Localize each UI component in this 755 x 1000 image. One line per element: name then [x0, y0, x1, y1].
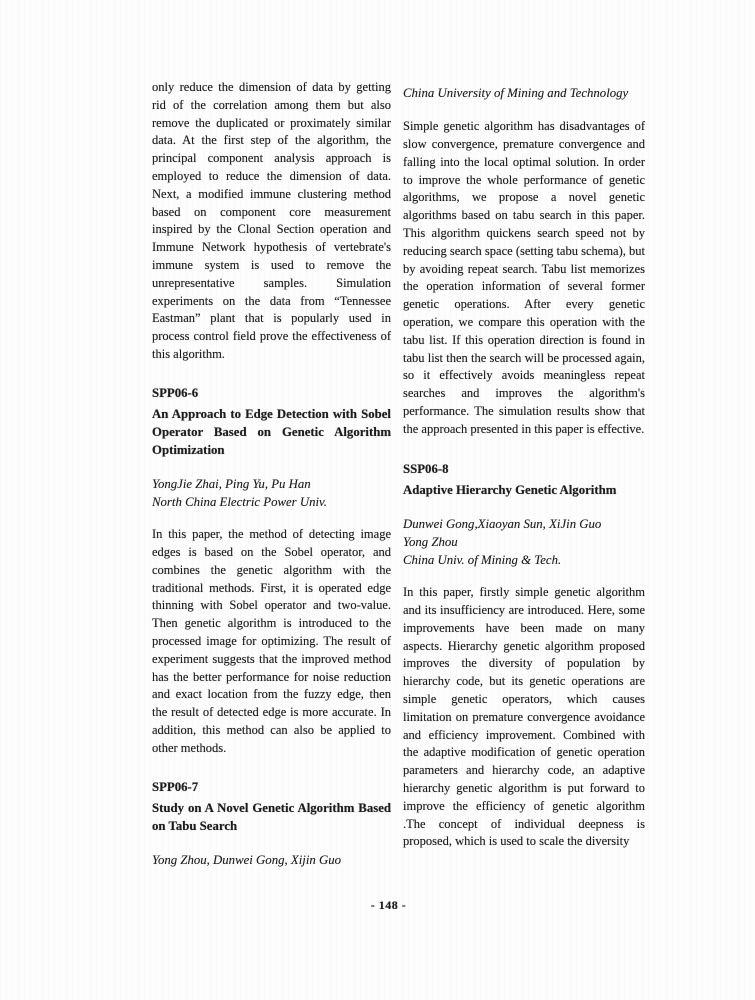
continued-abstract-paragraph-tabu: Simple genetic algorithm has disadvantages of slow convergence, premature convergence and falling into the local optimal solution. In order to improve the whole performance of genetic algorithms, we propose a novel genetic algorithms based on tabu search in this paper. This algorithm quickens search speed not by reducing search space (setting tabu schema), but by avoiding repeat search. Tabu list memorizes the operation information of several former genetic operations. After every genetic operation, we compare this operation with the tabu list. If this operation direction is found in tabu list then the search will be processed again, so it effectively avoids meaningless repeat searches and improves the algorithm's performance. The simulation results show that the approach presented in this paper is effective.: [403, 119, 645, 436]
right-column: [403, 79, 645, 851]
abstract-paragraph-ssp06-8: In this paper, firstly simple genetic algorithm and its insufficiency are introduced. Here, some improvements have been made on many aspects. Hierarchy genetic algorithm proposed improves the diversity of population by hierarchy code, but its genetic operations are simple genetic operators, which causes limitation on premature convergence avoidance and efficiency improvement. Combined with the adaptive modification of genetic operation parameters and hierarchy code, an adaptive hierarchy genetic algorithm is put forward to improve the efficiency of genetic algorithm .The concept of individual deepness is proposed, which is used to scale the diversity: [403, 585, 645, 849]
affiliation-line: China Univ. of Mining & Tech.: [403, 552, 562, 567]
session-code-spp06-7: SPP06-7: [152, 779, 199, 794]
paper-title-ssp06-8: Adaptive Hierarchy Genetic Algorithm: [403, 482, 617, 497]
authors-line-1: Dunwei Gong,Xiaoyan Sun, XiJin Guo: [403, 516, 602, 531]
authors-line-2: Yong Zhou: [403, 534, 458, 549]
authors-line: YongJie Zhai, Ping Yu, Pu Han: [152, 476, 311, 491]
session-code-ssp06-8: SSP06-8: [403, 461, 449, 476]
affiliation-continued-line: China University of Mining and Technology: [403, 86, 629, 100]
abstract-paragraph-spp06-6: In this paper, the method of detecting image edges is based on the Sobel operator, and combines the genetic algorithm with the traditional methods. First, it is operated edge thinning with Sobel operator and two-value. Then genetic algorithm is introduced to the processed image for optimizing. The result of experiment suggests that the improved method has the better performance for noise reduction and exact location from the fuzzy edge, then the result of detected edge is more accurate. In addition, this method can also be applied to other methods.: [152, 527, 391, 755]
paper-title-spp06-7: Study on A Novel Genetic Algorithm Based on Tabu Search: [152, 800, 391, 833]
left-column: [152, 79, 391, 869]
page-number: - 148 -: [370, 898, 407, 912]
authors-block-ssp06-8: [403, 515, 645, 570]
session-code-spp06-6: SPP06-6: [152, 385, 199, 400]
paper-title-spp06-6: An Approach to Edge Detection with Sobel Operator Based on Genetic Algorithm Optimization: [152, 406, 391, 457]
continued-abstract-paragraph: only reduce the dimension of data by getting rid of the correlation among them but also remove the duplicated or proximately similar data. At the first step of the algorithm, the principal component analysis approach is employed to reduce the dimension of data. Next, a modified immune clustering method based on component core measurement inspired by the Clonal Section operation and Immune Network hypothesis of vertebrate's immune system is used to remove the unrepresentative samples. Simulation experiments on the data from “Tennessee Eastman” plant that is popularly used in process control field prove the effectiveness of this algorithm.: [152, 80, 391, 361]
authors-block-spp06-7: [152, 851, 391, 869]
authors-line: Yong Zhou, Dunwei Gong, Xijin Guo: [152, 852, 342, 867]
authors-block-spp06-6: [152, 475, 391, 511]
affiliation-line: North China Electric Power Univ.: [152, 494, 327, 509]
